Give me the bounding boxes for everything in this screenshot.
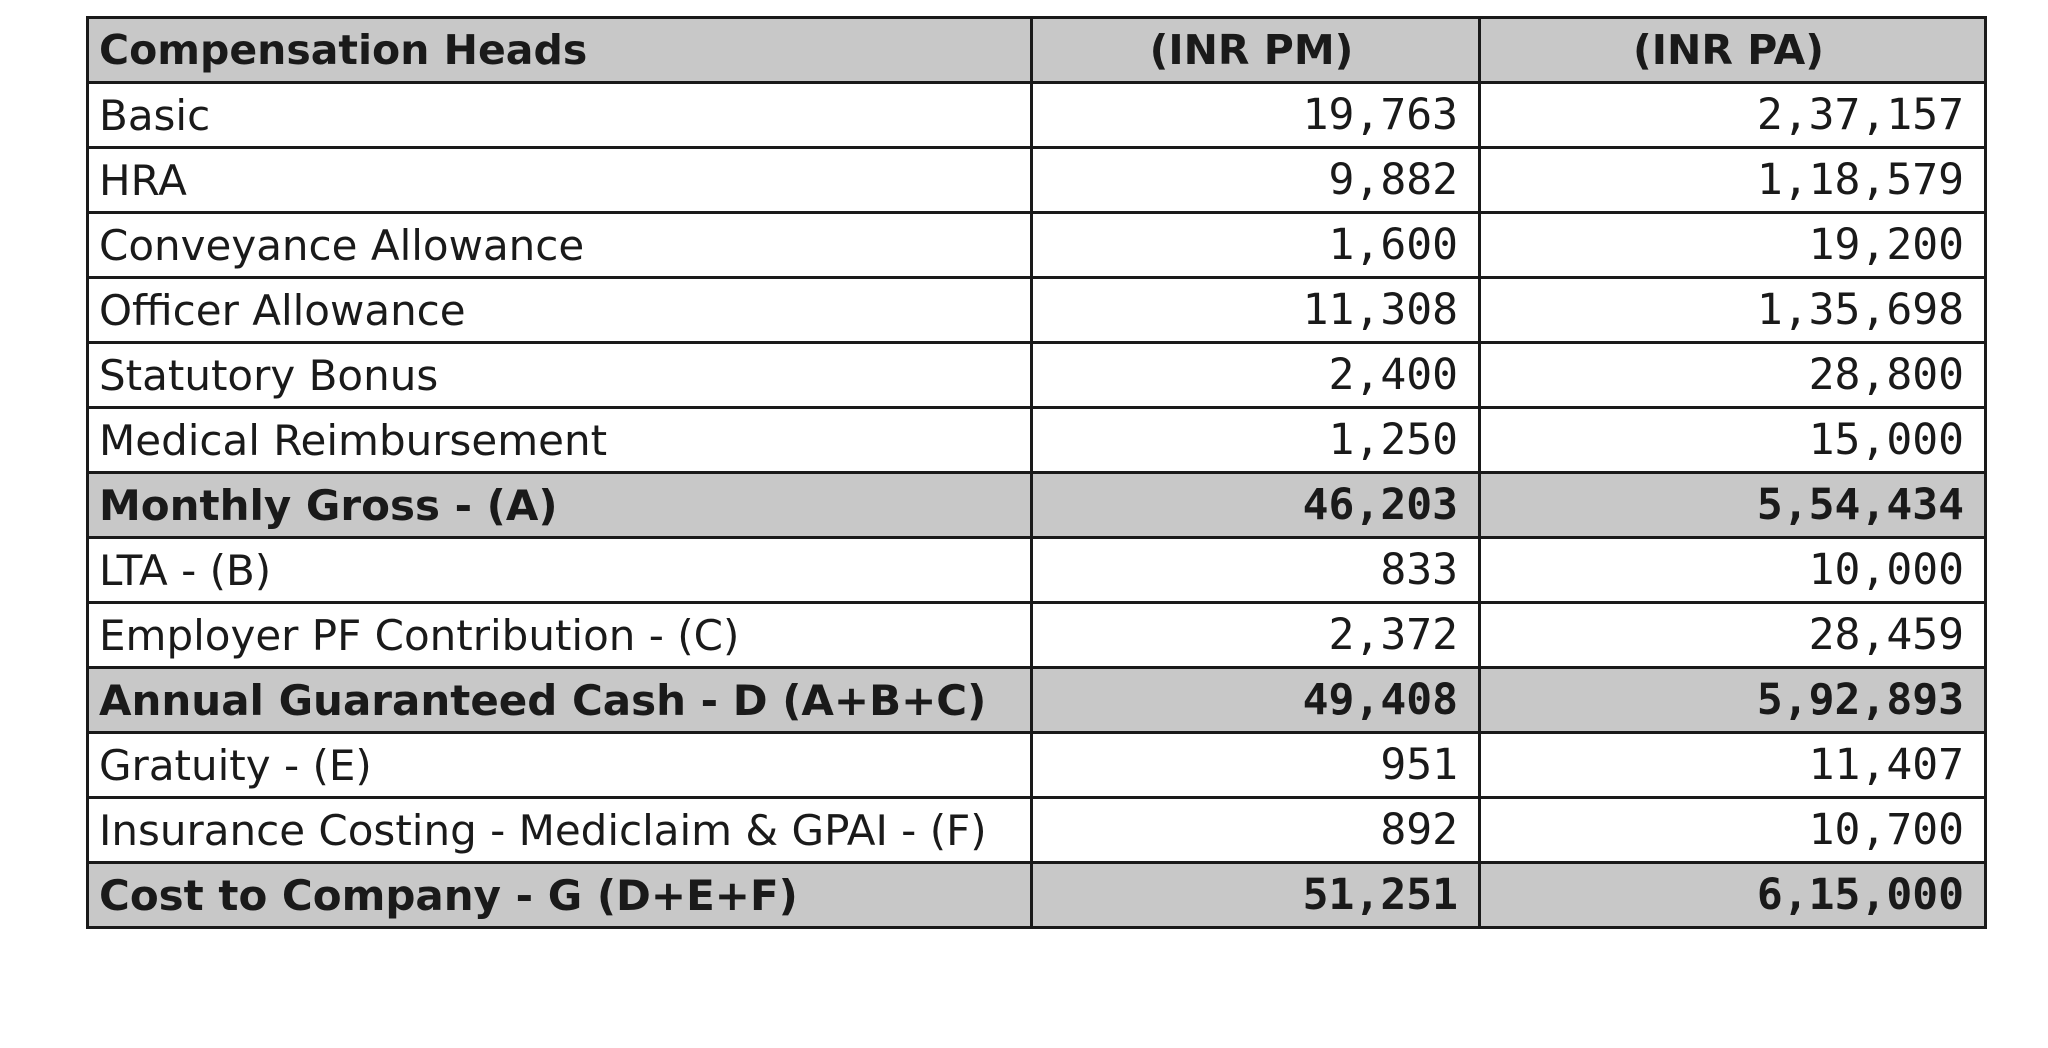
inr-pa-value: 15,000: [1480, 408, 1986, 473]
inr-pa-value: 11,407: [1480, 733, 1986, 798]
table-row: [88, 343, 1986, 408]
inr-pm-value: 46,203: [1032, 473, 1480, 538]
inr-pm-value: 9,882: [1032, 148, 1480, 213]
compensation-head-label: Employer PF Contribution - (C): [88, 603, 1032, 668]
inr-pm-value: 11,308: [1032, 278, 1480, 343]
header-compensation-heads: Compensation Heads: [88, 18, 1032, 83]
compensation-head-label: Basic: [88, 83, 1032, 148]
compensation-head-label: Medical Reimbursement: [88, 408, 1032, 473]
compensation-head-label: Conveyance Allowance: [88, 213, 1032, 278]
table-row: [88, 408, 1986, 473]
compensation-head-label: Gratuity - (E): [88, 733, 1032, 798]
compensation-head-label: Monthly Gross - (A): [88, 473, 1032, 538]
inr-pa-value: 5,54,434: [1480, 473, 1986, 538]
compensation-head-label: Cost to Company - G (D+E+F): [88, 863, 1032, 928]
compensation-head-label: HRA: [88, 148, 1032, 213]
table-row: [88, 278, 1986, 343]
compensation-head-label: LTA - (B): [88, 538, 1032, 603]
table-total-row: [88, 863, 1986, 928]
table-total-row: [88, 473, 1986, 538]
table-total-row: [88, 668, 1986, 733]
inr-pm-value: 19,763: [1032, 83, 1480, 148]
inr-pa-value: 28,459: [1480, 603, 1986, 668]
inr-pa-value: 28,800: [1480, 343, 1986, 408]
inr-pm-value: 49,408: [1032, 668, 1480, 733]
table-row: [88, 733, 1986, 798]
inr-pm-value: 51,251: [1032, 863, 1480, 928]
inr-pa-value: 5,92,893: [1480, 668, 1986, 733]
inr-pa-value: 10,000: [1480, 538, 1986, 603]
inr-pm-value: 1,250: [1032, 408, 1480, 473]
inr-pa-value: 19,200: [1480, 213, 1986, 278]
table-row: [88, 83, 1986, 148]
header-inr-pm: (INR PM): [1032, 18, 1480, 83]
inr-pm-value: 2,400: [1032, 343, 1480, 408]
inr-pm-value: 2,372: [1032, 603, 1480, 668]
inr-pa-value: 1,35,698: [1480, 278, 1986, 343]
inr-pm-value: 951: [1032, 733, 1480, 798]
inr-pa-value: 10,700: [1480, 798, 1986, 863]
inr-pm-value: 1,600: [1032, 213, 1480, 278]
compensation-head-label: Officer Allowance: [88, 278, 1032, 343]
table-row: [88, 148, 1986, 213]
table-row: [88, 538, 1986, 603]
table-body: [88, 83, 1986, 928]
compensation-head-label: Annual Guaranteed Cash - D (A+B+C): [88, 668, 1032, 733]
compensation-head-label: Statutory Bonus: [88, 343, 1032, 408]
inr-pm-value: 833: [1032, 538, 1480, 603]
inr-pm-value: 892: [1032, 798, 1480, 863]
table-header-row: [88, 18, 1986, 83]
inr-pa-value: 2,37,157: [1480, 83, 1986, 148]
table-row: [88, 798, 1986, 863]
header-inr-pa: (INR PA): [1480, 18, 1986, 83]
compensation-head-label: Insurance Costing - Mediclaim & GPAI - (F): [88, 798, 1032, 863]
compensation-table: [86, 16, 1987, 929]
inr-pa-value: 6,15,000: [1480, 863, 1986, 928]
table-row: [88, 603, 1986, 668]
inr-pa-value: 1,18,579: [1480, 148, 1986, 213]
table-row: [88, 213, 1986, 278]
